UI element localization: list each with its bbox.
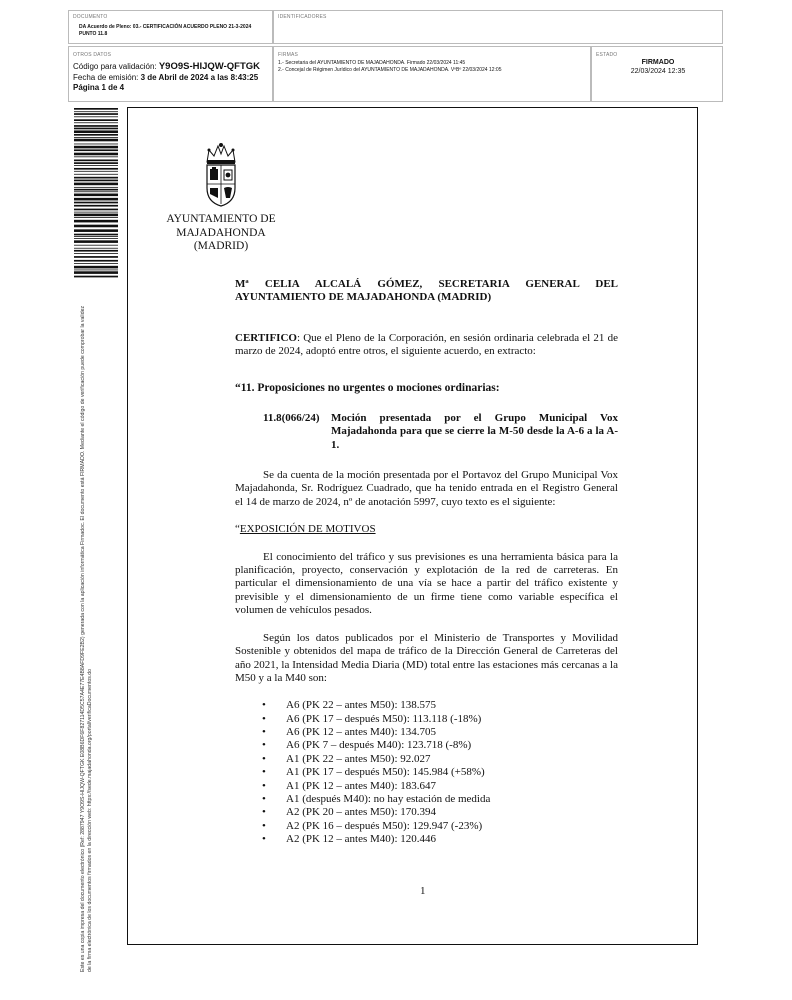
motivos-paragraph-2: Según los datos publicados por el Ministerio de Transportes y Movilidad Sostenible y obtenidos del mapa de tráfico de la Dirección General de Carreteras del año 2021, la Intensidad Media Diaria (MD) total entre las estaciones más cercanas a la M50 y a la M40 son: xyxy=(235,631,618,684)
estado-value: FIRMADO xyxy=(641,59,675,66)
heading-line-2: AYUNTAMIENTO DE MAJADAHONDA (MADRID) xyxy=(235,291,492,304)
coat-of-arms-icon xyxy=(199,142,243,208)
list-item-text: A6 (PK 22 – antes M50): 138.575 xyxy=(286,699,437,712)
bullet-icon: • xyxy=(262,766,266,779)
bullet-icon: • xyxy=(262,726,266,739)
codigo-value: Y9O9S-HIJQW-QFTGK xyxy=(158,61,260,72)
fecha-emision xyxy=(73,73,258,83)
documento-text: DA Acuerdo de Pleno: 03.- CERTIFICACIÓN ACUERDO PLENO 21-3-2024 xyxy=(79,24,252,30)
exposicion-heading xyxy=(235,523,618,536)
letterhead-line-3: (MADRID) xyxy=(193,240,249,252)
list-item xyxy=(235,739,618,752)
page-number: 1 xyxy=(420,885,426,897)
otros-datos-caption: OTROS DATOS xyxy=(73,52,112,58)
estado-date: 22/03/2024 12:35 xyxy=(630,68,686,75)
list-item xyxy=(235,820,618,833)
certifico-label: CERTIFICO xyxy=(235,331,297,344)
bullet-icon: • xyxy=(262,806,266,819)
motion-number: 11.8(066/24) xyxy=(263,412,320,425)
motivos-paragraph-1: El conocimiento del tráfico y sus previsiones es una herramienta básica para la planificación, proyecto, conservación y explotación de la red de carreteras. En particular el dimensionamiento de una vía se hace a partir del tráfico existente y previsible y el dimensionamiento de un firme tiene como variable específica el volumen de vehículos pesados. xyxy=(235,550,618,617)
bullet-icon: • xyxy=(262,779,266,792)
motion-heading xyxy=(235,412,618,454)
documento-punto: PUNTO 11.8 xyxy=(79,31,108,37)
estado-caption: ESTADO xyxy=(596,52,618,58)
header-otros-datos-box xyxy=(68,46,273,102)
list-item-text: A2 (PK 16 – después M50): 129.947 (-23%) xyxy=(286,819,483,832)
firma-2: 2.- Concejal de Régimen Jurídico del AYUNTAMIENTO DE MAJADAHONDA. VºBº 22/03/2024 12:05 xyxy=(278,67,502,73)
barcode-image xyxy=(74,108,118,278)
identificadores-caption: IDENTIFICADORES xyxy=(278,14,327,20)
list-item xyxy=(235,726,618,739)
list-item-text: A1 (PK 12 – antes M40): 183.647 xyxy=(286,779,437,792)
bullet-icon: • xyxy=(262,712,266,725)
heading-line-1: Mª CELIA ALCALÁ GÓMEZ, SECRETARIA GENERAL DEL xyxy=(235,278,618,290)
bullet-icon: • xyxy=(262,819,266,832)
letterhead-line-1: AYUNTAMIENTO DE xyxy=(166,213,276,225)
intro-paragraph: Se da cuenta de la moción presentada por el Portavoz del Grupo Municipal Vox Majadahonda, Sr. Rodríguez Cuadrado, que ha tenido entrada en el Registro General el 14 de marzo de 2024, nº de anotación 5997, cuyo texto es el siguiente: xyxy=(235,469,618,508)
header-documento-box xyxy=(68,10,273,44)
codigo-label: Código para validación: xyxy=(73,62,157,71)
list-item-text: A2 (PK 20 – antes M50): 170.394 xyxy=(286,806,437,819)
verification-side-text: Este es una copia impresa del documento electrónico (Ref: 2887947 Y9O9S-HIJQW-QFTGK E08B6DF6F827114D5C57A4E77E4B8AFD9FE2B2) generada con la aplicación informática Firmadoc. El documento está FIRMADO. Mediante el código de verificación puede comprobar la validez de la firma electrónica de los documentos firmados en la dirección web: https://sede.majadahonda.org/portal/verificaDocumentos.do xyxy=(80,305,93,972)
list-item-text: A1 (después M40): no hay estación de medida xyxy=(286,793,491,806)
exposicion-title: EXPOSICIÓN DE MOTIVOS xyxy=(239,523,376,536)
header-identificadores-box xyxy=(273,10,723,44)
list-item xyxy=(235,780,618,793)
traffic-data-list xyxy=(235,699,618,846)
bullet-icon: • xyxy=(262,833,266,846)
firma-1: 1.- Secretaria del AYUNTAMIENTO DE MAJADAHONDA. Firmado 22/03/2024 11:45 xyxy=(278,60,466,66)
bullet-icon: • xyxy=(262,739,266,752)
codigo-validacion xyxy=(73,62,260,72)
list-item xyxy=(235,833,618,846)
list-item xyxy=(235,699,618,712)
certifico-text: : Que el Pleno de la Corporación, en sesión ordinaria celebrada el 21 de marzo de 2024, adoptó entre otros, el siguiente acuerdo, en extracto: xyxy=(235,331,618,358)
list-item-text: A6 (PK 12 – antes M40): 134.705 xyxy=(286,726,437,739)
list-item-text: A6 (PK 7 – después M40): 123.718 (-8%) xyxy=(286,739,472,752)
list-item xyxy=(235,766,618,779)
list-item-text: A1 (PK 17 – después M50): 145.984 (+58%) xyxy=(286,766,485,779)
list-item-text: A6 (PK 17 – después M50): 113.118 (-18%) xyxy=(286,712,482,725)
pagina-indicator: Página 1 de 4 xyxy=(73,83,125,92)
letterhead-text xyxy=(160,213,282,254)
firmas-caption: FIRMAS xyxy=(278,52,299,58)
motion-title: Moción presentada por el Grupo Municipal Vox Majadahonda para que se cierre la M-50 desde la A-6 a la A-1. xyxy=(331,412,618,451)
list-item xyxy=(235,806,618,819)
header-estado-box xyxy=(591,46,723,102)
exposicion-quote: “ xyxy=(235,523,240,536)
list-item-text: A1 (PK 22 – antes M50): 92.027 xyxy=(286,752,431,765)
header-firmas-box xyxy=(273,46,591,102)
list-item-text: A2 (PK 12 – antes M40): 120.446 xyxy=(286,833,437,846)
bullet-icon: • xyxy=(262,793,266,806)
fecha-value: 3 de Abril de 2024 a las 8:43:25 xyxy=(140,73,259,82)
section-title: “11. Proposiciones no urgentes o mociones ordinarias: xyxy=(235,381,500,394)
list-item xyxy=(235,753,618,766)
bullet-icon: • xyxy=(262,699,266,712)
letterhead-line-2: MAJADAHONDA xyxy=(176,226,266,239)
bullet-icon: • xyxy=(262,752,266,765)
documento-caption: DOCUMENTO xyxy=(73,14,108,20)
certifico-paragraph xyxy=(235,332,618,359)
document-body xyxy=(235,278,618,847)
list-item xyxy=(235,793,618,806)
list-item xyxy=(235,713,618,726)
fecha-label: Fecha de emisión: xyxy=(73,73,139,82)
